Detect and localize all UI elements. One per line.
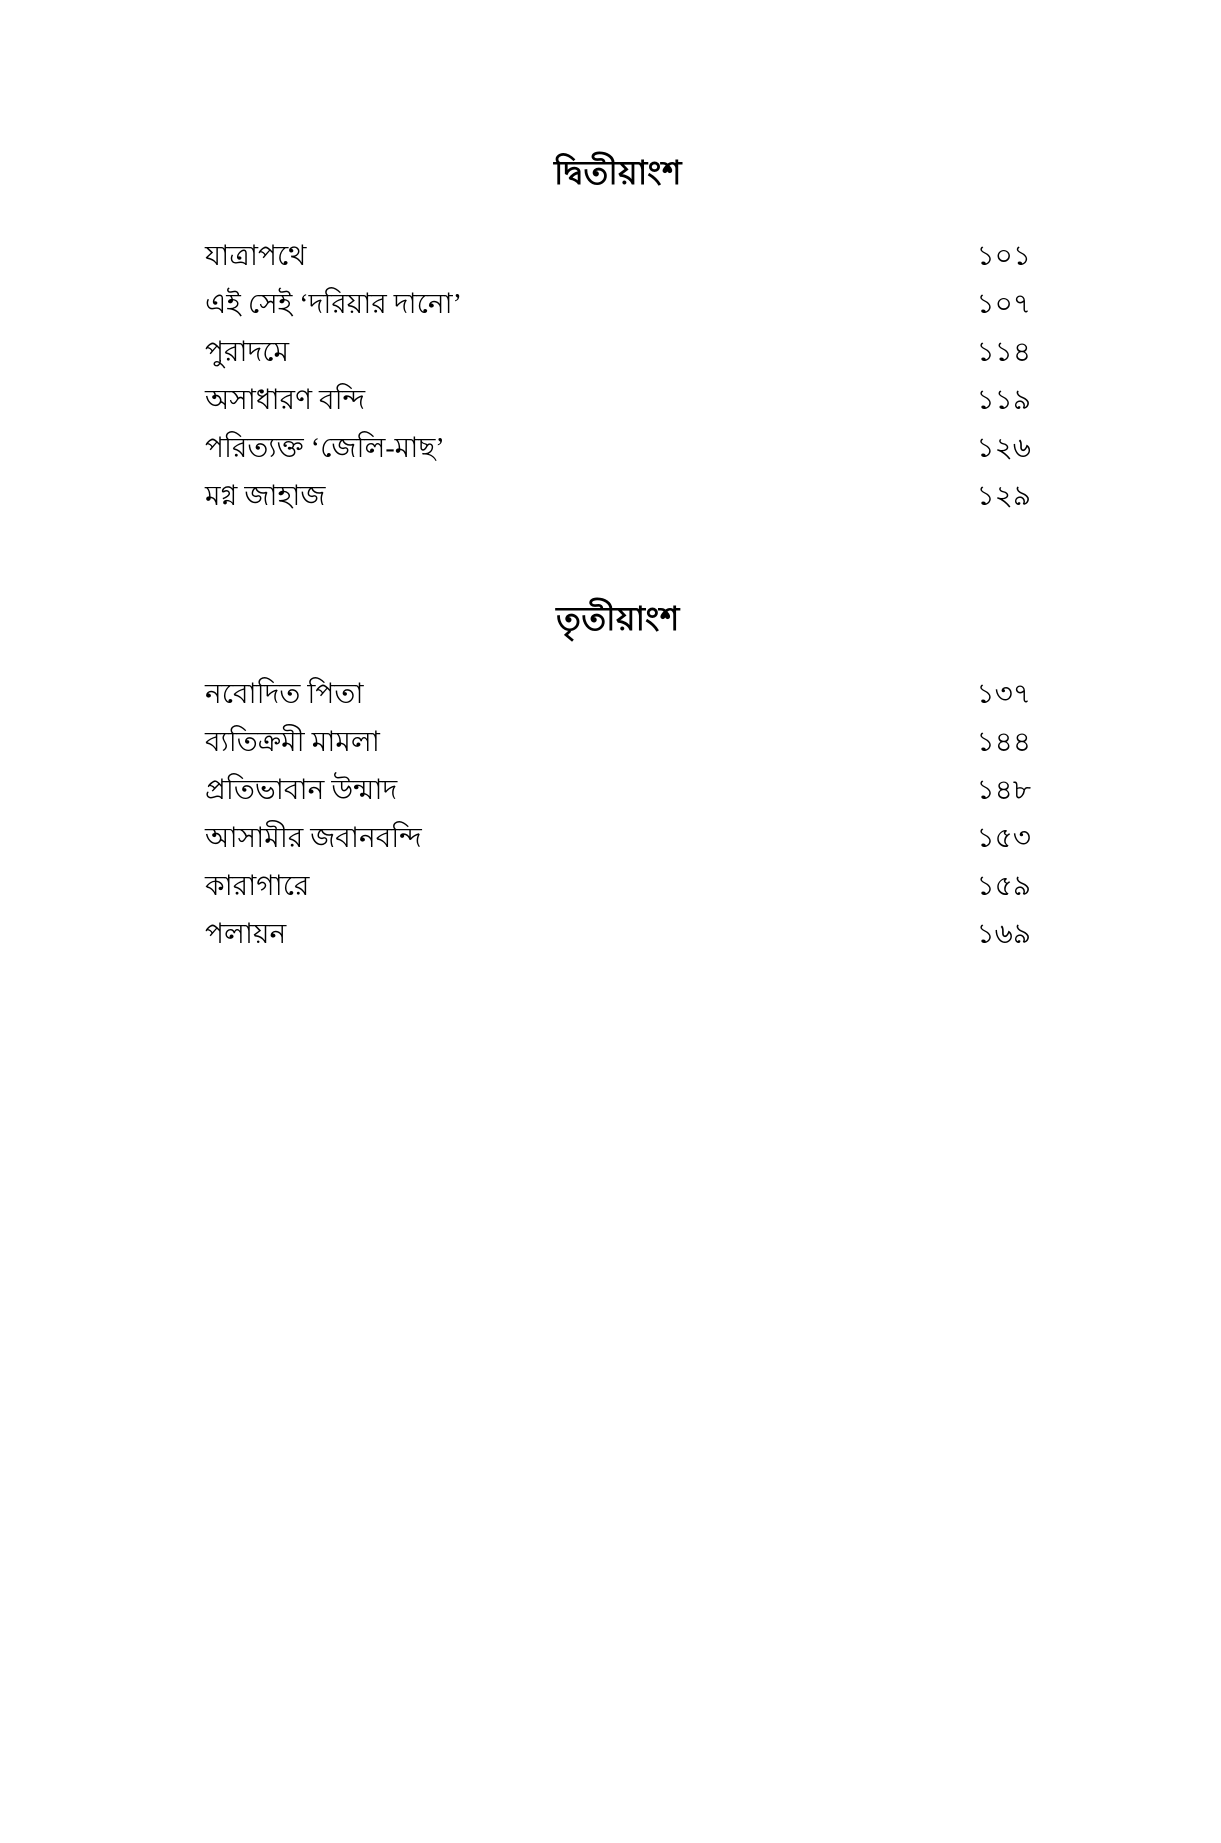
toc-row	[205, 377, 1031, 425]
chapter-page-number: ১৫৯	[976, 871, 1031, 902]
chapter-title: পরিত্যক্ত ‘জেলি-মাছ’	[205, 433, 445, 464]
chapter-title: প্রতিভাবান উন্মাদ	[205, 775, 398, 806]
toc-row	[205, 719, 1031, 767]
toc-row	[205, 473, 1031, 521]
chapter-title: আসামীর জবানবন্দি	[205, 823, 422, 854]
section-heading-part3: তৃতীয়াংশ	[556, 602, 680, 638]
chapter-page-number: ১১৯	[976, 385, 1031, 416]
chapter-title: কারাগারে	[205, 871, 310, 902]
toc-row	[205, 281, 1031, 329]
chapter-title: পুরাদমে	[205, 337, 290, 368]
section-heading-part2: দ্বিতীয়াংশ	[554, 156, 682, 192]
chapter-page-number: ১১৪	[976, 337, 1031, 368]
chapter-title: নবোদিত পিতা	[205, 679, 364, 710]
chapter-title: এই সেই ‘দরিয়ার দানো’	[205, 289, 462, 320]
toc-row	[205, 815, 1031, 863]
chapter-page-number: ১০৭	[976, 289, 1031, 320]
chapter-page-number: ১২৯	[976, 481, 1031, 512]
chapter-page-number: ১০১	[976, 241, 1031, 272]
chapter-page-number: ১৫৩	[976, 823, 1031, 854]
chapter-page-number: ১২৬	[976, 433, 1031, 464]
chapter-page-number: ১৪৮	[976, 775, 1031, 806]
chapter-title: অসাধারণ বন্দি	[205, 385, 366, 416]
toc-row	[205, 233, 1031, 281]
chapter-title: যাত্রাপথে	[205, 241, 307, 272]
toc-row	[205, 911, 1031, 959]
chapter-title: পলায়ন	[205, 919, 287, 950]
toc-row	[205, 329, 1031, 377]
toc-list-part3	[205, 671, 1031, 959]
chapter-title: মগ্ন জাহাজ	[205, 481, 326, 512]
chapter-page-number: ১৬৯	[976, 919, 1031, 950]
toc-content-column	[205, 0, 1031, 959]
toc-row	[205, 425, 1031, 473]
chapter-title: ব্যতিক্রমী মামলা	[205, 727, 380, 758]
chapter-page-number: ১৪৪	[976, 727, 1031, 758]
toc-row	[205, 671, 1031, 719]
toc-row	[205, 767, 1031, 815]
toc-list-part2	[205, 233, 1031, 521]
toc-row	[205, 863, 1031, 911]
chapter-page-number: ১৩৭	[976, 679, 1031, 710]
